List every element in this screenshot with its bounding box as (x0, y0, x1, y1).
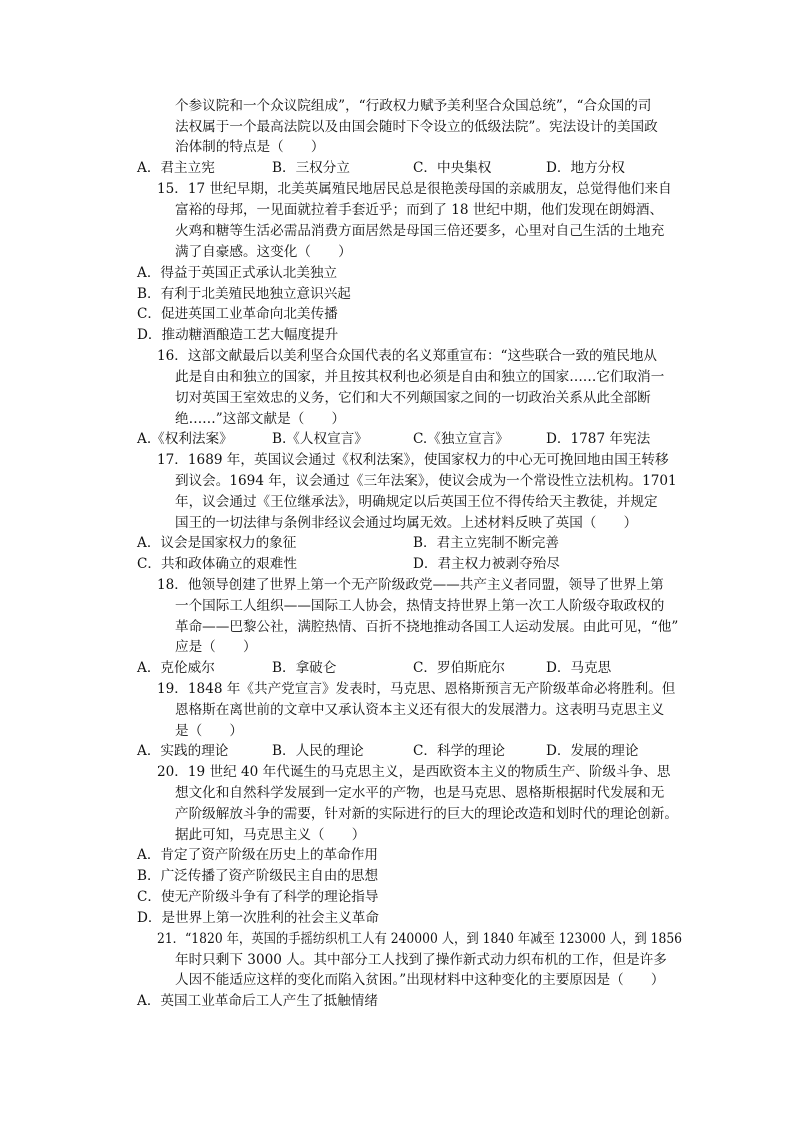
q21-option-a[interactable]: A．英国工业革命后工人产生了抵触情绪 (137, 993, 378, 1009)
q17-option-d[interactable]: D．君主权力被剥夺殆尽 (413, 556, 560, 572)
q16-stem-line-4: 绝……”这部文献是（ ） (175, 411, 346, 427)
q15-option-d[interactable]: D．推动糖酒酿造工艺大幅度提升 (137, 327, 339, 343)
q21-stem-line-2: 年时只剩下 3000 人。其中部分工人找到了操作新式动力织布机的工作，但是许多 (175, 952, 667, 968)
q16-option-c[interactable]: C.《独立宣言》 (413, 431, 509, 447)
q17-option-c[interactable]: C．共和政体确立的艰难性 (137, 556, 297, 572)
q16-option-a[interactable]: A.《权利法案》 (137, 431, 233, 447)
q18-stem-line-4: 应是（ ） (175, 639, 257, 655)
q19-stem-line-3: 是（ ） (175, 723, 243, 739)
q20-option-b[interactable]: B．广泛传播了资产阶级民主自由的思想 (137, 868, 379, 884)
q20-stem-line-2: 想文化和自然科学发展到一定水平的产物，也是马克思、恩格斯根据时代发展和无 (175, 785, 665, 801)
q18-stem-line-1: 18．他领导创建了世界上第一个无产阶级政党——共产主义者同盟，领导了世界上第 (157, 577, 664, 593)
q14-option-b[interactable]: B．三权分立 (272, 160, 350, 176)
q16-stem-line-2: 此是自由和独立的国家，并且按其权利也必须是自由和独立的国家……它们取消一 (175, 369, 665, 385)
q19-option-d[interactable]: D．发展的理论 (546, 743, 639, 759)
q20-stem-line-3: 产阶级解放斗争的需要，针对新的实际进行的巨大的理论改造和划时代的理论创新。 (175, 806, 678, 822)
q21-stem-line-3: 人因不能适应这样的变化而陷入贫困。”出现材料中这种变化的主要原因是（ ） (175, 972, 665, 988)
q20-option-a[interactable]: A．肯定了资产阶级在历史上的革命作用 (137, 847, 378, 863)
q18-option-b[interactable]: B．拿破仑 (272, 660, 337, 676)
q18-stem-line-3: 革命——巴黎公社，满腔热情、百折不挠地推动各国工人运动发展。由此可见，“他” (175, 619, 679, 635)
q14-option-a[interactable]: A．君主立宪 (137, 160, 215, 176)
q19-stem-line-1: 19．1848 年《共产党宣言》发表时，马克思、恩格斯预言无产阶级革命必将胜利。但 (157, 681, 676, 697)
q14-stem-line-2: 法权属于一个最高法院以及由国会随时下令设立的低级法院”。宪法设计的美国政 (175, 119, 658, 135)
q15-option-c[interactable]: C．促进英国工业革命向北美传播 (137, 306, 338, 322)
q16-option-d[interactable]: D．1787 年宪法 (546, 431, 651, 447)
q19-option-a[interactable]: A．实践的理论 (137, 743, 229, 759)
q16-stem-line-3: 切对英国王室效忠的义务，它们和大不列颠国家之间的一切政治关系从此全部断 (175, 390, 651, 406)
q17-stem-line-2: 到议会。1694 年，议会通过《三年法案》，使议会成为一个常设性立法机构。1701 (175, 473, 677, 489)
q15-option-a[interactable]: A．得益于英国正式承认北美独立 (137, 265, 338, 281)
q17-option-a[interactable]: A．议会是国家权力的象征 (137, 535, 297, 551)
q16-option-b[interactable]: B.《人权宣言》 (272, 431, 368, 447)
q19-option-c[interactable]: C．科学的理论 (413, 743, 505, 759)
q18-option-a[interactable]: A．克伦威尔 (137, 660, 215, 676)
q15-stem-line-2: 富裕的母邦，一见面就拉着手套近乎；而到了 18 世纪中期，他们发现在朗姆酒、 (175, 202, 664, 218)
q18-option-d[interactable]: D．马克思 (546, 660, 612, 676)
q17-stem-line-4: 国王的一切法律与条例非经议会通过均属无效。上述材料反映了英国（ ） (175, 515, 638, 531)
q15-stem-line-3: 火鸡和糖等生活必需品消费方面居然是母国三倍还要多，心里对自己生活的土地充 (175, 223, 665, 239)
q19-stem-line-2: 恩格斯在离世前的文章中又承认资本主义还有很大的发展潜力。这表明马克思主义 (175, 702, 665, 718)
q20-option-d[interactable]: D．是世界上第一次胜利的社会主义革命 (137, 910, 379, 926)
q15-option-b[interactable]: B．有利于北美殖民地独立意识兴起 (137, 286, 351, 302)
q17-stem-line-3: 年，议会通过《王位继承法》，明确规定以后英国王位不得传给天主教徒，并规定 (175, 494, 658, 510)
q18-stem-line-2: 一个国际工人组织——国际工人协会，热情支持世界上第一次工人阶级夺取政权的 (175, 598, 665, 614)
q14-option-d[interactable]: D．地方分权 (546, 160, 625, 176)
q20-stem-line-1: 20．19 世纪 40 年代诞生的马克思主义，是西欧资本主义的物质生产、阶级斗争、思 (157, 764, 671, 780)
q20-stem-line-4: 据此可知，马克思主义（ ） (175, 827, 366, 843)
q20-option-c[interactable]: C．使无产阶级斗争有了科学的理论指导 (137, 889, 379, 905)
q15-stem-line-4: 满了自豪感。这变化（ ） (175, 244, 352, 260)
q14-stem-line-1: 个参议院和一个众议院组成”，“行政权力赋予美利坚合众国总统”，“合众国的司 (175, 98, 652, 114)
q14-stem-line-3: 治体制的特点是（ ） (175, 139, 325, 155)
q16-stem-line-1: 16．这部文献最后以美利坚合众国代表的名义郑重宣布：“这些联合一致的殖民地从 (157, 348, 658, 364)
q14-option-c[interactable]: C．中央集权 (413, 160, 492, 176)
q18-option-c[interactable]: C．罗伯斯庇尔 (413, 660, 505, 676)
q15-stem-line-1: 15．17 世纪早期，北美英属殖民地居民总是很艳羡母国的亲戚朋友，总觉得他们来自 (157, 181, 672, 197)
q21-stem-line-1: 21．“1820 年，英国的手摇纺织机工人有 240000 人，到 1840 年减至 123000 人，到 1856 (157, 931, 683, 947)
q19-option-b[interactable]: B．人民的理论 (272, 743, 364, 759)
q17-stem-line-1: 17．1689 年，英国议会通过《权利法案》，使国家权力的中心无可挽回地由国王转移 (157, 452, 669, 468)
q17-option-b[interactable]: B．君主立宪制不断完善 (413, 535, 559, 551)
